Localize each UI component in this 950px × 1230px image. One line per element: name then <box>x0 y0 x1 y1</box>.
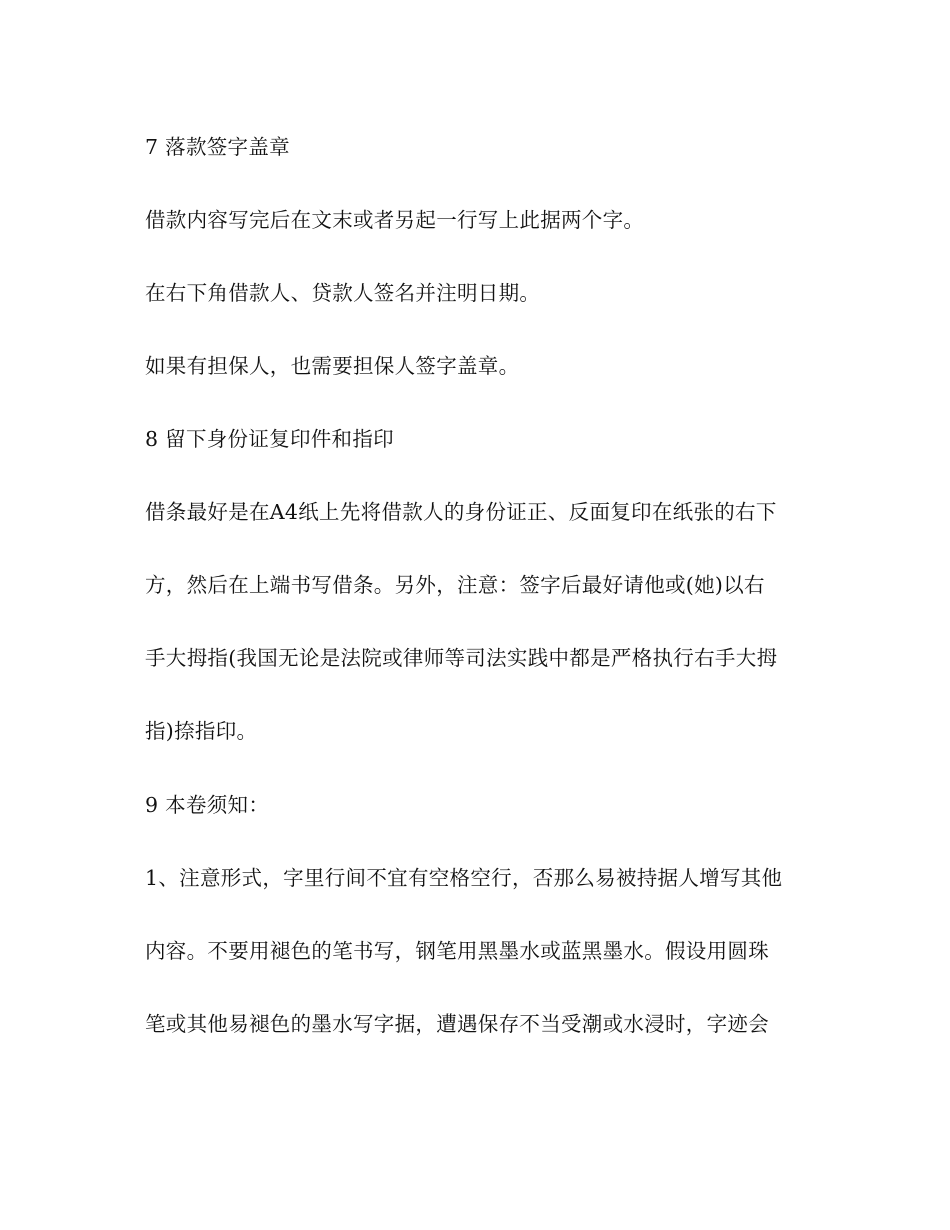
paragraph-line: 笔或其他易褪色的墨水写字据，遭遇保存不当受潮或水浸时，字迹会 <box>145 1012 769 1036</box>
paragraph-line: 1、注意形式，字里行间不宜有空格空行，否那么易被持据人增写其他 <box>145 866 783 890</box>
paragraph-line: 手大拇指(我国无论是法院或律师等司法实践中都是严格执行右手大拇 <box>145 646 778 670</box>
paragraph: 如果有担保人，也需要担保人签字盖章。 <box>145 354 520 378</box>
document-body <box>145 133 810 1084</box>
paragraph-line: 方，然后在上端书写借条。另外，注意：签字后最好请他或(她)以右 <box>145 573 765 597</box>
paragraph-line: 借条最好是在A4纸上先将借款人的身份证正、反面复印在纸张的右下 <box>145 500 777 524</box>
paragraph-notice-1 <box>145 842 810 1061</box>
paragraph: 在右下角借款人、贷款人签名并注明日期。 <box>145 281 541 305</box>
paragraph: 借款内容写完后在文末或者另起一行写上此据两个字。 <box>145 208 645 232</box>
section-heading-9: 9 本卷须知： <box>145 793 270 817</box>
paragraph-fingerprint-instructions <box>145 476 810 768</box>
paragraph-line: 指)捺指印。 <box>145 719 258 743</box>
section-heading-7: 7 落款签字盖章 <box>145 135 290 159</box>
paragraph-line: 内容。不要用褪色的笔书写，钢笔用黑墨水或蓝黑墨水。假设用圆珠 <box>145 939 769 963</box>
section-heading-8: 8 留下身份证复印件和指印 <box>145 427 394 451</box>
